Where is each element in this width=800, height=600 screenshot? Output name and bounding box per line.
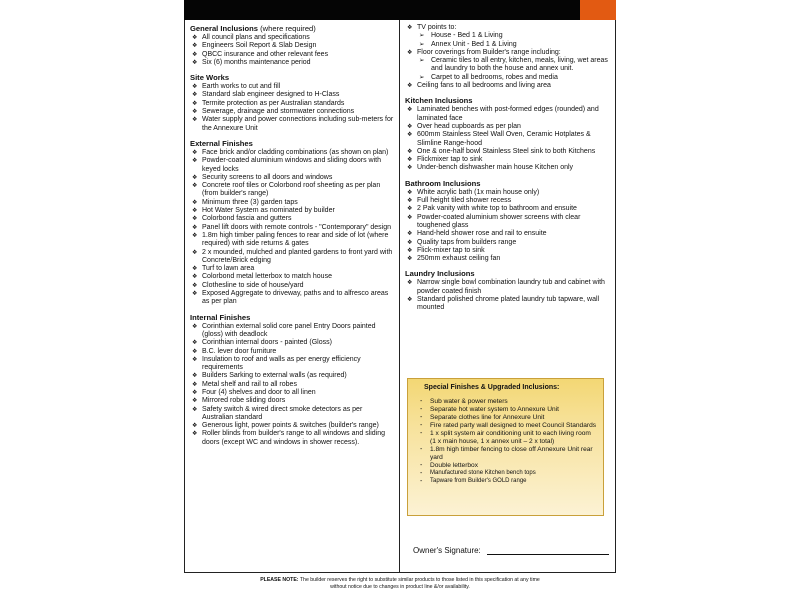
- kitchen-list: [405, 106, 610, 172]
- list-item: ❖ Corinthian internal doors - painted (Gloss): [190, 339, 394, 347]
- list-item: ❖ Four (4) shelves and door to all linen: [190, 389, 394, 397]
- list-item: ❖ 600mm Stainless Steel Wall Oven, Ceramic Hotplates & Slimline Range-hood: [405, 131, 610, 148]
- internal-list: [190, 323, 394, 447]
- list-item: ❖ Builders Sarking to external walls (as required): [190, 372, 394, 380]
- list-item: ❖ Water supply and power connections including sub-meters for the Annexure Unit: [190, 116, 394, 133]
- left-column: [190, 22, 394, 447]
- list-item: ❖ Insulation to roof and walls as per energy efficiency requirements: [190, 356, 394, 373]
- list-item: ❖ Floor coverings from Builder's range including:: [405, 49, 610, 57]
- list-item: ❖ Colorbond metal letterbox to match house: [190, 273, 394, 281]
- list-item: ❖ Powder-coated aluminium shower screens with clear toughened glass: [405, 214, 610, 231]
- footer-line-2: without notice due to changes in product line &/or availability.: [330, 584, 470, 590]
- list-item: ❖ 2 Pak vanity with white top to bathroom and ensuite: [405, 205, 610, 213]
- list-item: ❖ Sewerage, drainage and stormwater connections: [190, 108, 394, 116]
- site-works-section: [190, 73, 394, 133]
- sub-list-item: ➢ Annex Unit - Bed 1 & Living: [405, 41, 610, 49]
- list-item: ❖ Earth works to cut and fill: [190, 83, 394, 91]
- list-item: ❖ Colorbond fascia and gutters: [190, 215, 394, 223]
- list-item: - 1 x split system air conditioning unit to each living room (1 x main house, 1 x annex unit – 2 x total): [416, 430, 597, 446]
- sub-list-item: ➢ House - Bed 1 & Living: [405, 32, 610, 40]
- list-item: ❖ Security screens to all doors and windows: [190, 174, 394, 182]
- list-item: - Sub water & power meters: [416, 398, 597, 406]
- special-list: [416, 398, 597, 485]
- tv-floor-list: [405, 24, 610, 90]
- tv-floor-section: [405, 24, 610, 90]
- kitchen-section: [405, 96, 610, 172]
- general-list: [190, 34, 394, 67]
- list-item: ❖ Panel lift doors with remote controls - "Contemporary" design: [190, 224, 394, 232]
- list-item: - Tapware from Builder's GOLD range: [416, 478, 597, 486]
- section-heading: [190, 24, 394, 34]
- list-item: ❖ 2 x mounded, mulched and planted gardens to front yard with Concrete/Brick edging: [190, 249, 394, 266]
- list-item: ❖ TV points to:: [405, 24, 610, 32]
- list-item: ❖ Hand-held shower rose and rail to ensuite: [405, 230, 610, 238]
- list-item: ❖ Flick-mixer tap to sink: [405, 247, 610, 255]
- list-item: ❖ Narrow single bowl combination laundry tub and cabinet with powder coated finish: [405, 279, 610, 296]
- special-finishes-box: [407, 378, 604, 516]
- bathroom-list: [405, 189, 610, 264]
- list-item: ❖ Laminated benches with post-formed edges (rounded) and laminated face: [405, 106, 610, 123]
- kitchen-heading: Kitchen Inclusions: [405, 96, 473, 106]
- list-item: ❖ 250mm exhaust ceiling fan: [405, 255, 610, 263]
- list-item: ❖ Ceiling fans to all bedrooms and living area: [405, 82, 610, 90]
- list-item: ❖ Quality taps from builders range: [405, 239, 610, 247]
- list-item: - 1.8m high timber fencing to close off Annexure Unit rear yard: [416, 446, 597, 462]
- list-item: ❖ Flickmixer tap to sink: [405, 156, 610, 164]
- right-column: [405, 22, 610, 313]
- list-item: ❖ All council plans and specifications: [190, 34, 394, 42]
- list-item: ❖ Roller blinds from builder's range to all windows and sliding doors (except WC and windows in shower recess).: [190, 430, 394, 447]
- footer-label: PLEASE NOTE:: [260, 577, 299, 583]
- laundry-list: [405, 279, 610, 312]
- owner-signature: [413, 546, 609, 555]
- bathroom-heading: Bathroom Inclusions: [405, 178, 481, 188]
- list-item: ❖ Clothesline to side of house/yard: [190, 282, 394, 290]
- footer-note: [184, 577, 616, 591]
- list-item: - Separate hot water system to Annexure Unit: [416, 406, 597, 414]
- external-heading: External Finishes: [190, 138, 253, 148]
- list-item: ❖ B.C. lever door furniture: [190, 348, 394, 356]
- list-item: ❖ Engineers Soil Report & Slab Design: [190, 42, 394, 50]
- list-item: ❖ Metal shelf and rail to all robes: [190, 381, 394, 389]
- list-item: ❖ Full height tiled shower recess: [405, 197, 610, 205]
- list-item: ❖ Corinthian external solid core panel Entry Doors painted (gloss) with deadlock: [190, 323, 394, 340]
- list-item: ❖ Face brick and/or cladding combinations (as shown on plan): [190, 149, 394, 157]
- list-item: - Double letterbox: [416, 462, 597, 470]
- site-heading: Site Works: [190, 73, 230, 83]
- list-item: ❖ Six (6) months maintenance period: [190, 59, 394, 67]
- header-accent: [580, 0, 616, 20]
- list-item: ❖ Standard polished chrome plated laundry tub tapware, wall mounted: [405, 296, 610, 313]
- list-item: - Fire rated party wall designed to meet Council Standards: [416, 422, 597, 430]
- list-item: ❖ Mirrored robe sliding doors: [190, 397, 394, 405]
- list-item: ❖ Minimum three (3) garden taps: [190, 199, 394, 207]
- list-item: ❖ Concrete roof tiles or Colorbond roof sheeting as per plan (from builder's range): [190, 182, 394, 199]
- list-item: ❖ Generous light, power points & switches (builder's range): [190, 422, 394, 430]
- list-item: ❖ QBCC insurance and other relevant fees: [190, 51, 394, 59]
- list-item: ❖ White acrylic bath (1x main house only): [405, 189, 610, 197]
- list-item: ❖ One & one-half bowl Stainless Steel sink to both Kitchens: [405, 148, 610, 156]
- general-heading-note: (where required): [260, 24, 316, 33]
- laundry-heading: Laundry Inclusions: [405, 269, 475, 279]
- internal-finishes-section: [190, 313, 394, 447]
- list-item: ❖ Over head cupboards as per plan: [405, 123, 610, 131]
- laundry-section: [405, 269, 610, 312]
- header-bar: [184, 0, 616, 20]
- list-item: ❖ Standard slab engineer designed to H-Class: [190, 91, 394, 99]
- sub-list-item: ➢ Ceramic tiles to all entry, kitchen, meals, living, wet areas and laundry to both the house and annex unit.: [405, 57, 610, 74]
- external-list: [190, 149, 394, 307]
- site-list: [190, 83, 394, 133]
- external-finishes-section: [190, 139, 394, 307]
- list-item: ❖ Turf to lawn area: [190, 265, 394, 273]
- list-item: - Separate clothes line for Annexure Unit: [416, 414, 597, 422]
- general-inclusions-section: [190, 24, 394, 67]
- signature-label: Owner's Signature:: [413, 546, 481, 555]
- list-item: ❖ Hot Water System as nominated by builder: [190, 207, 394, 215]
- list-item: - Manufactured stone Kitchen bench tops: [416, 470, 597, 478]
- column-divider: [399, 20, 400, 573]
- internal-heading: Internal Finishes: [190, 312, 251, 322]
- sub-list-item: ➢ Carpet to all bedrooms, robes and media: [405, 74, 610, 82]
- bathroom-section: [405, 179, 610, 264]
- list-item: ❖ Under-bench dishwasher main house Kitchen only: [405, 164, 610, 172]
- footer-line-1: The builder reserves the right to substitute similar products to those listed in this specification at any time: [299, 577, 540, 583]
- list-item: ❖ Safety switch & wired direct smoke detectors as per Australian standard: [190, 406, 394, 423]
- special-finishes-title: Special Finishes & Upgraded Inclusions:: [424, 384, 560, 391]
- list-item: ❖ Exposed Aggregate to driveway, paths and to alfresco areas as per plan: [190, 290, 394, 307]
- general-heading: General Inclusions: [190, 24, 258, 33]
- list-item: ❖ Powder-coated aluminium windows and sliding doors with keyed locks: [190, 157, 394, 174]
- list-item: ❖ Termite protection as per Australian standards: [190, 100, 394, 108]
- signature-line[interactable]: [487, 546, 609, 555]
- list-item: ❖ 1.8m high timber paling fences to rear and side of lot (where required) with side returns & gates: [190, 232, 394, 249]
